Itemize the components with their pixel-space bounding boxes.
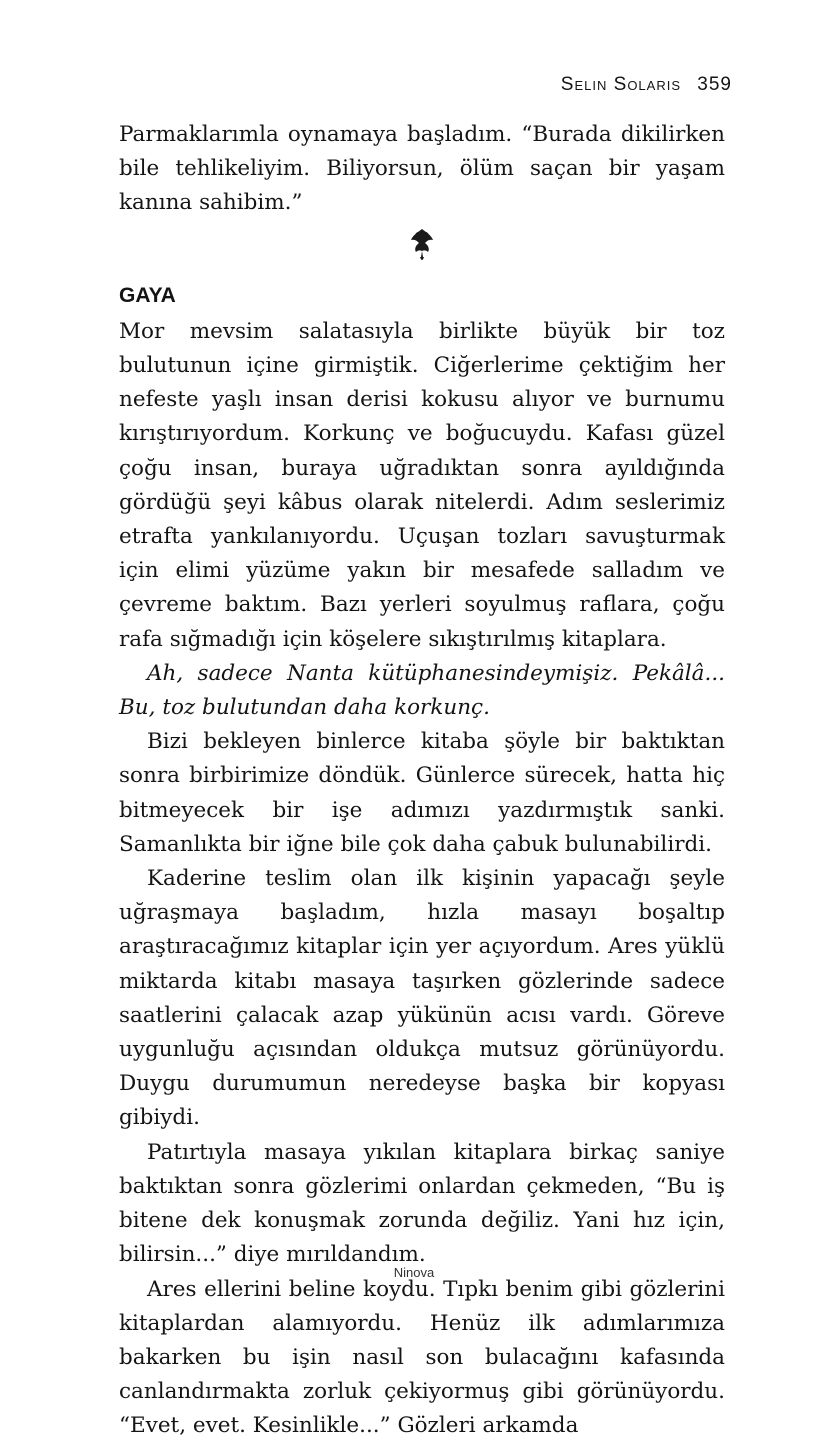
paragraph-intro: Parmaklarımla oynamaya başladım. “Burada dikilirken bile tehlikeliyim. Biliyorsun, ölüm saçan bir yaşam kanına sahibim.” xyxy=(119,122,725,216)
paragraph: Bizi bekleyen binlerce kitaba şöyle bir baktıktan sonra birbirimize döndük. Günlerce sürecek, hatta hiç bitmeyecek bir işe adımızı yazdırmıştık sanki. Samanlıkta bir iğne bile çok daha çabuk bulunabilirdi. xyxy=(119,729,725,857)
running-header xyxy=(561,74,732,96)
paragraph: Ares ellerini beline koydu. Tıpkı benim gibi gözlerini kitaplardan alamıyordu. Henüz ilk adımlarımıza bakarken bu işin nasıl son bulacağını kafasında canlandırmakta zorluk çekiyormuş gibi görünüyordu. “Evet, evet. Kesinlikle...” Gözleri arkamda xyxy=(119,1276,725,1439)
floral-ornament-icon xyxy=(407,227,437,267)
paragraph: Kaderine teslim olan ilk kişinin yapacağı şeyle uğraşmaya başladım, hızla masayı boşaltıp araştıracağımız kitaplar için yer açıyordum. Ares yüklü miktarda kitabı masaya taşırken gözlerinde sadece saatlerini çalacak azap yükünün acısı vardı. Göreve uygunluğu açısından oldukça mutsuz görünüyordu. Duygu durumumun neredeyse başka bir kopyası gibiydi. xyxy=(119,866,725,1131)
paragraph: Patırtıyla masaya yıkılan kitaplara birkaç saniye baktıktan sonra gözlerimi onlardan çekmeden, “Bu iş bitene dek konuşmak zorunda değiliz. Yani hız için, bilirsin...” diye mırıldandım. xyxy=(119,1139,725,1268)
book-title: Selin Solaris xyxy=(560,74,682,95)
publisher-footer: Ninova xyxy=(393,1265,435,1280)
section-heading: GAYA xyxy=(119,283,176,307)
body-text xyxy=(119,118,725,1444)
paragraph-italic-thought: Ah, sadece Nanta kütüphanesindeymişiz. Pekâlâ... Bu, toz bulutundan daha korkunç. xyxy=(119,660,725,721)
paragraph: Mor mevsim salatasıyla birlikte büyük bir toz bulutunun içine girmiştik. Ciğerlerime çektiğim her nefeste yaşlı insan derisi kokusu alıyor ve burnumu kırıştırıyordum. Korkunç ve boğucuydu. Kafası güzel çoğu insan, buraya uğradıktan sonra ayıldığında gördüğü şeyi kâbus olarak nitelerdi. Adım seslerimiz etrafta yankılanıyordu. Uçuşan tozları savuşturmak için elimi yüzüme yakın bir mesafede salladım ve çevreme baktım. Bazı yerleri soyulmuş raflara, çoğu rafa sığmadığı için köşelere sıkıştırılmış kitaplara. xyxy=(119,318,725,652)
page-number: 359 xyxy=(697,74,732,95)
